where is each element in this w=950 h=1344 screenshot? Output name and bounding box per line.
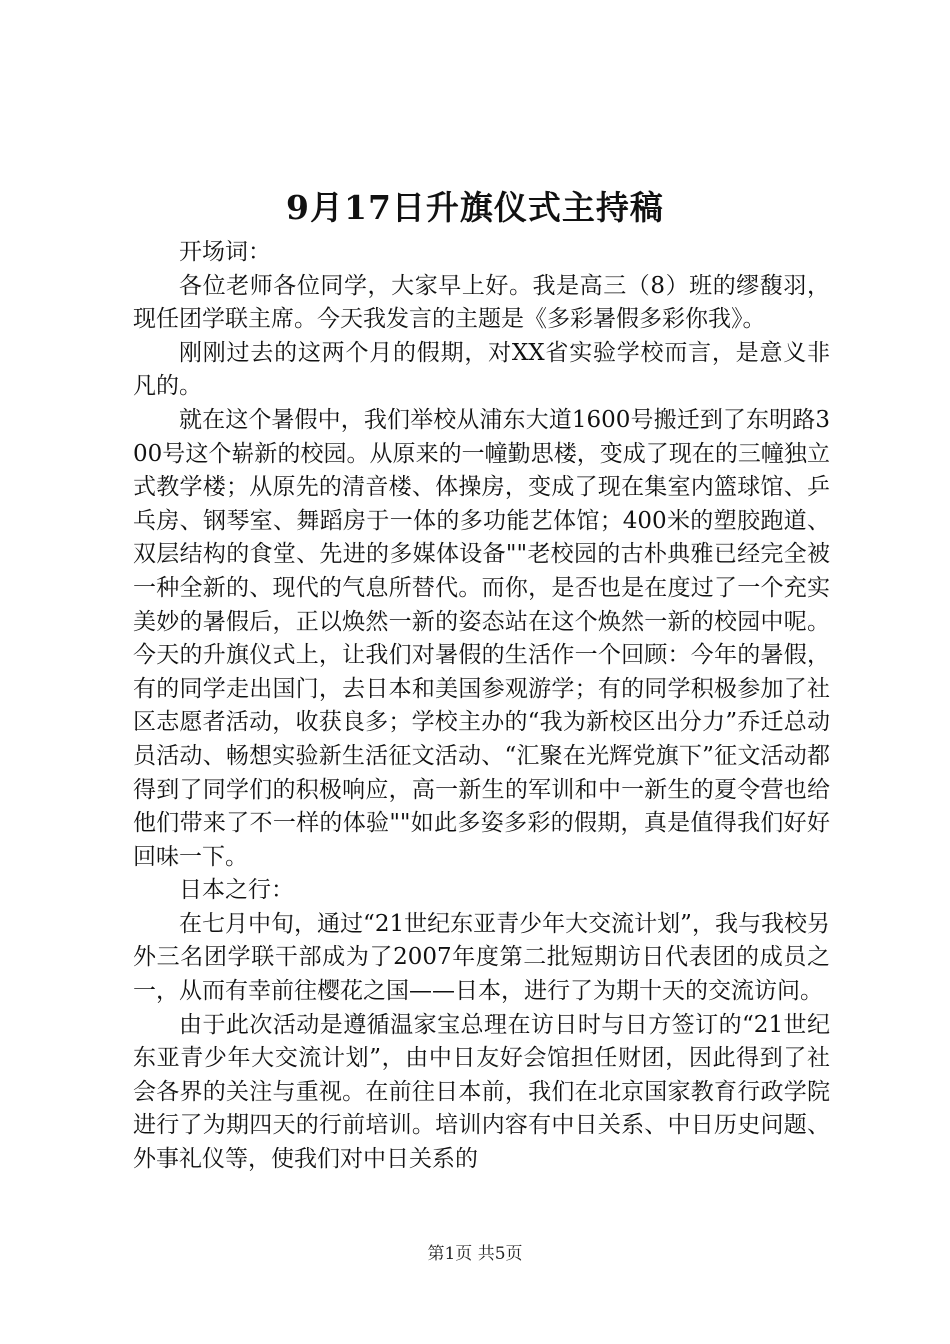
page-title: 9月17日升旗仪式主持稿: [286, 188, 664, 227]
paragraph-japan-label: 日本之行：: [179, 877, 294, 904]
paragraph-opening-label: 开场词：: [179, 239, 271, 265]
paragraph-campus-move: 就在这个暑假中，我们举校从浦东大道1600号搬迁到了东明路300号这个崭新的校园。从原来的一幢勤思楼，变成了现在的三幢独立式教学楼；从原先的清音楼、体操房，变成了现在集室内篮球馆、乒乓房、钢琴室、舞蹈房于一体的多功能艺体馆；400米的塑胶跑道、双层结构的食堂、先进的多媒体设备""老校园的古朴典雅已经完全被一种全新的、现代的气息所替代。而你，是否也是在度过了一个充实美妙的暑假后，正以焕然一新的姿态站在这个焕然一新的校园中呢。今天的升旗仪式上，让我们对暑假的生活作一个回顾：今年的暑假，有的同学走出国门，去日本和美国参观游学；有的同学积极参加了社区志愿者活动，收获良多；学校主办的“我为新校区出分力”乔迁总动员活动、畅想实验新生活征文活动、“汇聚在光辉党旗下”征文活动都得到了同学们的积极响应，高一新生的军训和中一新生的夏令营也给他们带来了不一样的体验""如此多姿多彩的假期，真是值得我们好好回味一下。: [133, 406, 830, 870]
paragraph-summer-significance: 刚刚过去的这两个月的假期，对XX省实验学校而言，是意义非凡的。: [133, 339, 830, 400]
paragraph-japan-trip: 在七月中旬，通过“21世纪东亚青少年大交流计划”，我与我校另外三名团学联干部成为了2007年度第二批短期访日代表团的成员之一，从而有幸前往樱花之国——日本，进行了为期十天的交流访问。: [133, 910, 830, 1005]
document-body: [133, 236, 830, 1177]
page-footer: 第1页 共5页: [427, 1244, 523, 1264]
paragraph-training: 由于此次活动是遵循温家宝总理在访日时与日方签订的“21世纪东亚青少年大交流计划”，由中日友好会馆担任财团，因此得到了社会各界的关注与重视。在前往日本前，我们在北京国家教育行政学院进行了为期四天的行前培训。培训内容有中日关系、中日历史问题、外事礼仪等，使我们对中日关系的: [133, 1011, 830, 1173]
paragraph-greeting: 各位老师各位同学，大家早上好。我是高三（8）班的缪馥羽，现任团学联主席。今天我发言的主题是《多彩暑假多彩你我》。: [133, 272, 830, 333]
